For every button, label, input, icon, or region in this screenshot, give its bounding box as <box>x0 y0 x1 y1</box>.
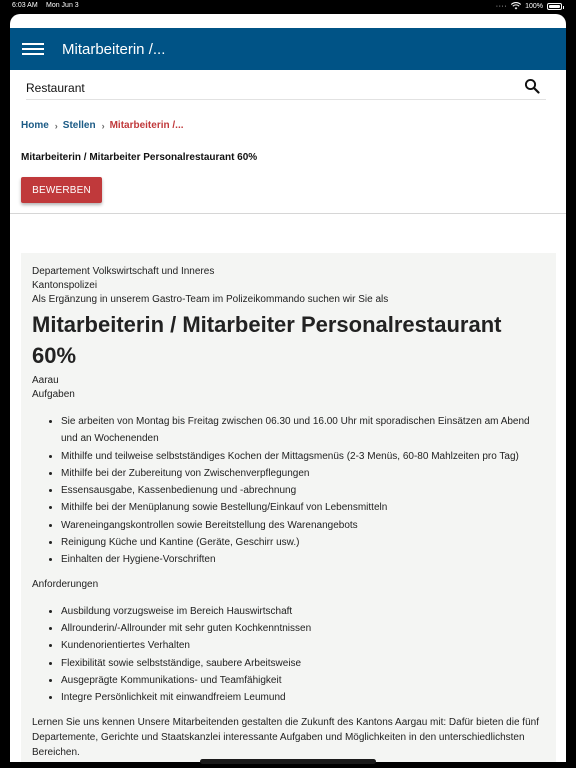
list-item: • Einhalten der Hygiene-Vorschriften <box>61 551 545 568</box>
chevron-right-icon: › <box>101 120 105 131</box>
list-item: • Essensausgabe, Kassenbedienung und -abrechnung <box>61 482 545 499</box>
app-screen <box>10 14 566 762</box>
unit: Kantonspolizei <box>32 280 98 291</box>
list-item: • Flexibilität sowie selbstständige, saubere Arbeitsweise <box>61 655 545 672</box>
breadcrumb-stellen-link[interactable]: Stellen <box>62 120 96 131</box>
app-bar <box>10 28 566 70</box>
job-title: Mitarbeiterin / Mitarbeiter Personalrestaurant 60% <box>21 152 258 163</box>
list-item: • Kundenorientiertes Verhalten <box>61 637 545 654</box>
search-icon[interactable] <box>524 78 546 98</box>
wifi-icon <box>511 2 521 10</box>
status-time: 6:03 AM <box>12 2 38 9</box>
list-item: • Reinigung Küche und Kantine (Geräte, Geschirr usw.) <box>61 534 545 551</box>
location: Aarau <box>32 375 59 386</box>
intro-text: Als Ergänzung in unserem Gastro-Team im Polizeikommando suchen wir Sie als <box>32 294 389 305</box>
list-item: • Allrounderin/-Allrounder mit sehr guten Kochkenntnissen <box>61 620 545 637</box>
breadcrumb <box>21 120 184 131</box>
list-item: • Mithilfe bei der Zubereitung von Zwischenverpflegungen <box>61 465 545 482</box>
home-indicator[interactable] <box>200 759 376 764</box>
list-item: • Integre Persönlichkeit mit einwandfreiem Leumund <box>61 689 545 706</box>
signal-dots-icon: ···· <box>495 2 508 10</box>
list-item: • Wareneingangskontrollen sowie Bereitstellung des Warenangebots <box>61 517 545 534</box>
search-bar <box>26 78 546 100</box>
chevron-right-icon: › <box>54 120 58 131</box>
job-heading: Mitarbeiterin / Mitarbeiter Personalrestaurant 60% <box>32 312 502 368</box>
status-date: Mon Jun 3 <box>46 2 79 9</box>
status-bar <box>0 0 576 14</box>
list-item: • Ausgeprägte Kommunikations- und Teamfähigkeit <box>61 672 545 689</box>
hamburger-menu-icon[interactable] <box>22 43 44 55</box>
apply-button[interactable]: BEWERBEN <box>21 177 102 203</box>
requirements-list <box>61 603 545 707</box>
job-description-card <box>21 253 556 762</box>
tasks-heading: Aufgaben <box>32 389 75 400</box>
list-item: • Ausbildung vorzugsweise im Bereich Hauswirtschaft <box>61 603 545 620</box>
breadcrumb-current: Mitarbeiterin /... <box>109 120 184 131</box>
list-item: • Mithilfe und teilweise selbstständiges Kochen der Mittagsmenüs (2-3 Menüs, 60-80 Mahlzeiten pro Tag) <box>61 448 545 465</box>
divider <box>10 213 566 214</box>
list-item: • Mithilfe bei der Menüplanung sowie Bestellung/Einkauf von Lebensmitteln <box>61 499 545 516</box>
department: Departement Volkswirtschaft und Inneres <box>32 266 215 277</box>
breadcrumb-home-link[interactable]: Home <box>21 120 49 131</box>
app-bar-title: Mitarbeiterin /... <box>62 40 166 58</box>
list-item: • Sie arbeiten von Montag bis Freitag zwischen 06.30 und 16.00 Uhr mit sporadischen Einsätzen am Abend und an Wochenenden <box>61 413 545 448</box>
battery-percent: 100% <box>525 2 543 10</box>
status-right <box>496 2 562 10</box>
tasks-list <box>61 413 545 569</box>
requirements-heading: Anforderungen <box>32 578 99 590</box>
closing-text: Lernen Sie uns kennen Unsere Mitarbeitenden gestalten die Zukunft des Kantons Aargau mit: Dafür bieten die fünf Departemente, Gerichte und Staatskanzlei interessante Aufgaben und Möglichkeiten in den unterschiedlichsten Bereichen. <box>32 717 539 759</box>
search-input[interactable] <box>26 78 506 98</box>
battery-icon <box>547 3 562 10</box>
